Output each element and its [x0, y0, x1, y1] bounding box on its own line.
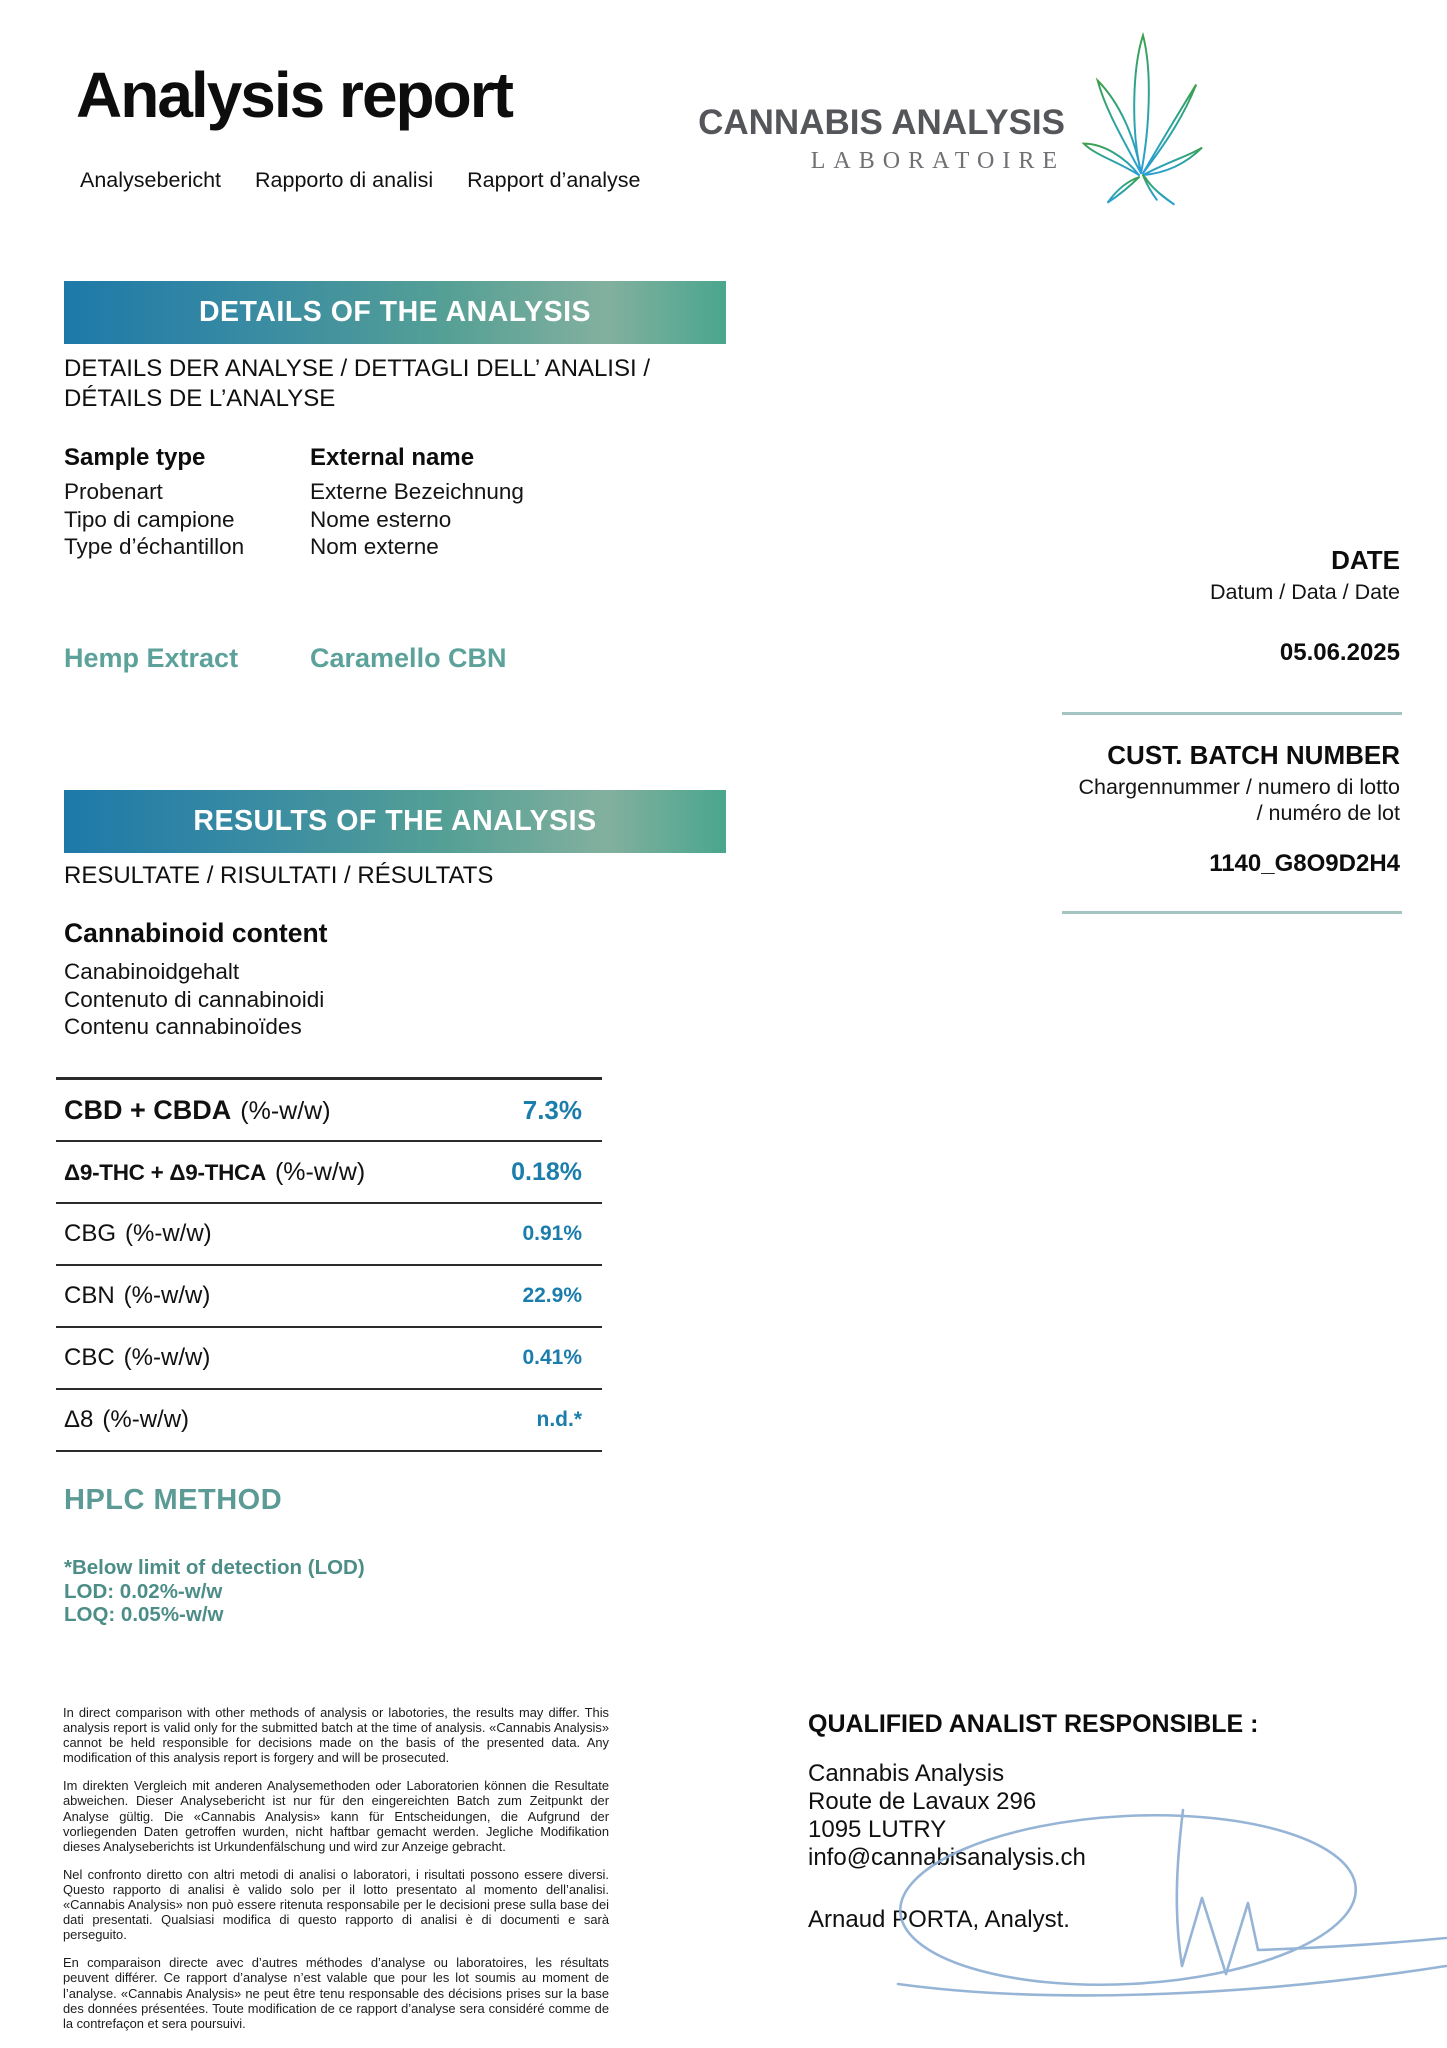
- batch-number-block: CUST. BATCH NUMBER Chargennummer / numero di lotto / numéro de lot 1140_G8O9D2H4: [1078, 740, 1400, 877]
- cannabinoid-content-heading: Cannabinoid content: [64, 918, 328, 948]
- analyte-value: 7.3%: [522, 1094, 582, 1125]
- sample-type-block: Sample type Probenart Tipo di campione Type d’échantillon: [64, 444, 245, 559]
- analyte-name: CBG: [64, 1220, 117, 1247]
- signature-icon: [838, 1798, 1447, 2033]
- cannabinoid-results-table: [56, 1077, 602, 1452]
- analyte-value: n.d.*: [536, 1408, 582, 1431]
- analyte-unit: (%-w/w): [274, 1157, 366, 1186]
- table-row: [56, 1266, 602, 1328]
- analyte-value: 0.41%: [522, 1346, 582, 1369]
- lab-logo-subname: LABORATOIRE: [810, 148, 1065, 174]
- cannabinoid-content-translations: Canabinoidgehalt Contenuto di cannabinoidi Contenu cannabinoïdes: [64, 959, 325, 1039]
- analyte-name: Δ8: [64, 1406, 94, 1433]
- address-line: Cannabis Analysis: [808, 1760, 1005, 1787]
- address-line: 1095 LUTRY: [808, 1816, 947, 1843]
- analyte-unit: (%-w/w): [240, 1096, 331, 1125]
- table-row: [56, 1328, 602, 1390]
- analyte-name: CBN: [64, 1282, 115, 1309]
- subtitle-de: Analysebericht: [80, 168, 222, 192]
- lod-note: *Below limit of detection (LOD): [64, 1556, 365, 1579]
- external-name-block: External name Externe Bezeichnung Nome esterno Nom externe: [310, 444, 524, 559]
- lod-value: LOD: 0.02%-w/w: [64, 1579, 223, 1603]
- address-line: Route de Lavaux 296: [808, 1788, 1037, 1815]
- address-email: info@cannabisanalysis.ch: [808, 1844, 1086, 1871]
- results-section-header: RESULTS OF THE ANALYSIS: [64, 790, 726, 853]
- divider-teal-top: [1062, 712, 1402, 715]
- table-row: [56, 1142, 602, 1204]
- date-translations: Datum / Data / Date: [1210, 580, 1400, 604]
- date-label: DATE: [1331, 545, 1400, 575]
- analyte-unit: (%-w/w): [102, 1406, 190, 1433]
- sample-type-value: Hemp Extract: [64, 643, 239, 673]
- analyte-name: CBD + CBDA: [64, 1094, 232, 1125]
- cannabis-leaf-icon: [1078, 28, 1206, 219]
- external-name-value: Caramello CBN: [310, 643, 507, 673]
- batch-label: CUST. BATCH NUMBER: [1107, 740, 1400, 770]
- table-row: [56, 1390, 602, 1452]
- disclaimer-en: In direct comparison with other methods of analysis or labotories, the results may differ. This analysis report is valid only for the submitted batch at the time of analysis. «Cannabis Analysis» cannot be held responsible for decisions made on the basis of the presented data. Any modification of this analysis report is forgery and will be prosecuted.: [63, 1705, 609, 1766]
- page-title: Analysis report: [76, 59, 512, 131]
- lod-block: [64, 1556, 365, 1627]
- divider-teal-bottom: [1062, 911, 1402, 914]
- table-row: [56, 1080, 602, 1142]
- signatory-name: Arnaud PORTA, Analyst.: [808, 1906, 1070, 1933]
- analyte-value: 0.18%: [511, 1157, 582, 1186]
- legal-disclaimers: [63, 1705, 609, 2044]
- analyte-unit: (%-w/w): [125, 1220, 212, 1247]
- analyte-name: CBC: [64, 1344, 115, 1371]
- disclaimer-de: Im direkten Vergleich mit anderen Analysemethoden oder Laboratorien können die Resultate abweichen. Dieser Analysebericht ist nur für den eingereichten Batch zum Zeitpunkt der Analyse gültig. Die «Cannabis Analysis» kann für Entscheidungen, die Aufgrund der vorliegenden Daten getroffen wurden, nicht haftbar gemacht werden. Jegliche Modifikation dieses Analyseberichts ist Urkundenfälschung und wird zur Anzeige gebracht.: [63, 1778, 609, 1854]
- disclaimer-fr: En comparaison directe avec d’autres méthodes d’analyse ou laboratoires, les résultats peuvent différer. Ce rapport d’analyse n’est valable que pour les lot soumis au moment de l’analyse. «Cannabis Analysis» ne peut être tenu responsable des décisions prises sur la base des données présentées. Toute modification de ce rapport d’analyse sera considéré comme de la contrefaçon et sera poursuivi.: [63, 1955, 609, 2031]
- loq-value: LOQ: 0.05%-w/w: [64, 1603, 224, 1626]
- analyte-name: Δ9-THC + Δ9-THCA: [64, 1159, 266, 1185]
- sample-type-label: Sample type: [64, 444, 206, 471]
- lab-logo-name: CANNABIS ANALYSIS: [698, 103, 1065, 142]
- disclaimer-it: Nel confronto diretto con altri metodi di analisi o laboratori, i risultati possono essere diversi. Questo rapporto di analisi è valido solo per il lotto presentato al momento dell’analisi. «Cannabis Analysis» non può essere ritenuta responsabile per le decisioni prese sulla base dei dati presentati. Qualsiasi modifica di questo rapporto di analisi è di documenti e sarà perseguito.: [63, 1866, 609, 1943]
- table-row: [56, 1204, 602, 1266]
- results-section-caption: RESULTATE / RISULTATI / RÉSULTATS: [64, 862, 494, 889]
- batch-value: 1140_G8O9D2H4: [1209, 850, 1400, 877]
- date-block: [1210, 545, 1400, 667]
- subtitle-it: Rapporto di analisi: [255, 168, 434, 192]
- external-name-label: External name: [310, 444, 475, 471]
- details-section-caption: DETAILS DER ANALYSE / DETTAGLI DELL’ ANALISI / DÉTAILS DE L’ANALYSE: [64, 355, 650, 412]
- date-value: 05.06.2025: [1279, 639, 1400, 666]
- page-subtitles: [80, 168, 640, 193]
- details-section-header: DETAILS OF THE ANALYSIS: [64, 281, 726, 344]
- subtitle-fr: Rapport d’analyse: [467, 168, 641, 192]
- analyte-value: 22.9%: [522, 1284, 582, 1307]
- analyte-unit: (%-w/w): [123, 1282, 211, 1309]
- analyte-value: 0.91%: [522, 1222, 582, 1245]
- analyst-heading: QUALIFIED ANALIST RESPONSIBLE :: [808, 1710, 1259, 1738]
- lab-logo: [698, 104, 1065, 175]
- method-label: HPLC METHOD: [64, 1484, 283, 1516]
- analyte-unit: (%-w/w): [123, 1344, 211, 1371]
